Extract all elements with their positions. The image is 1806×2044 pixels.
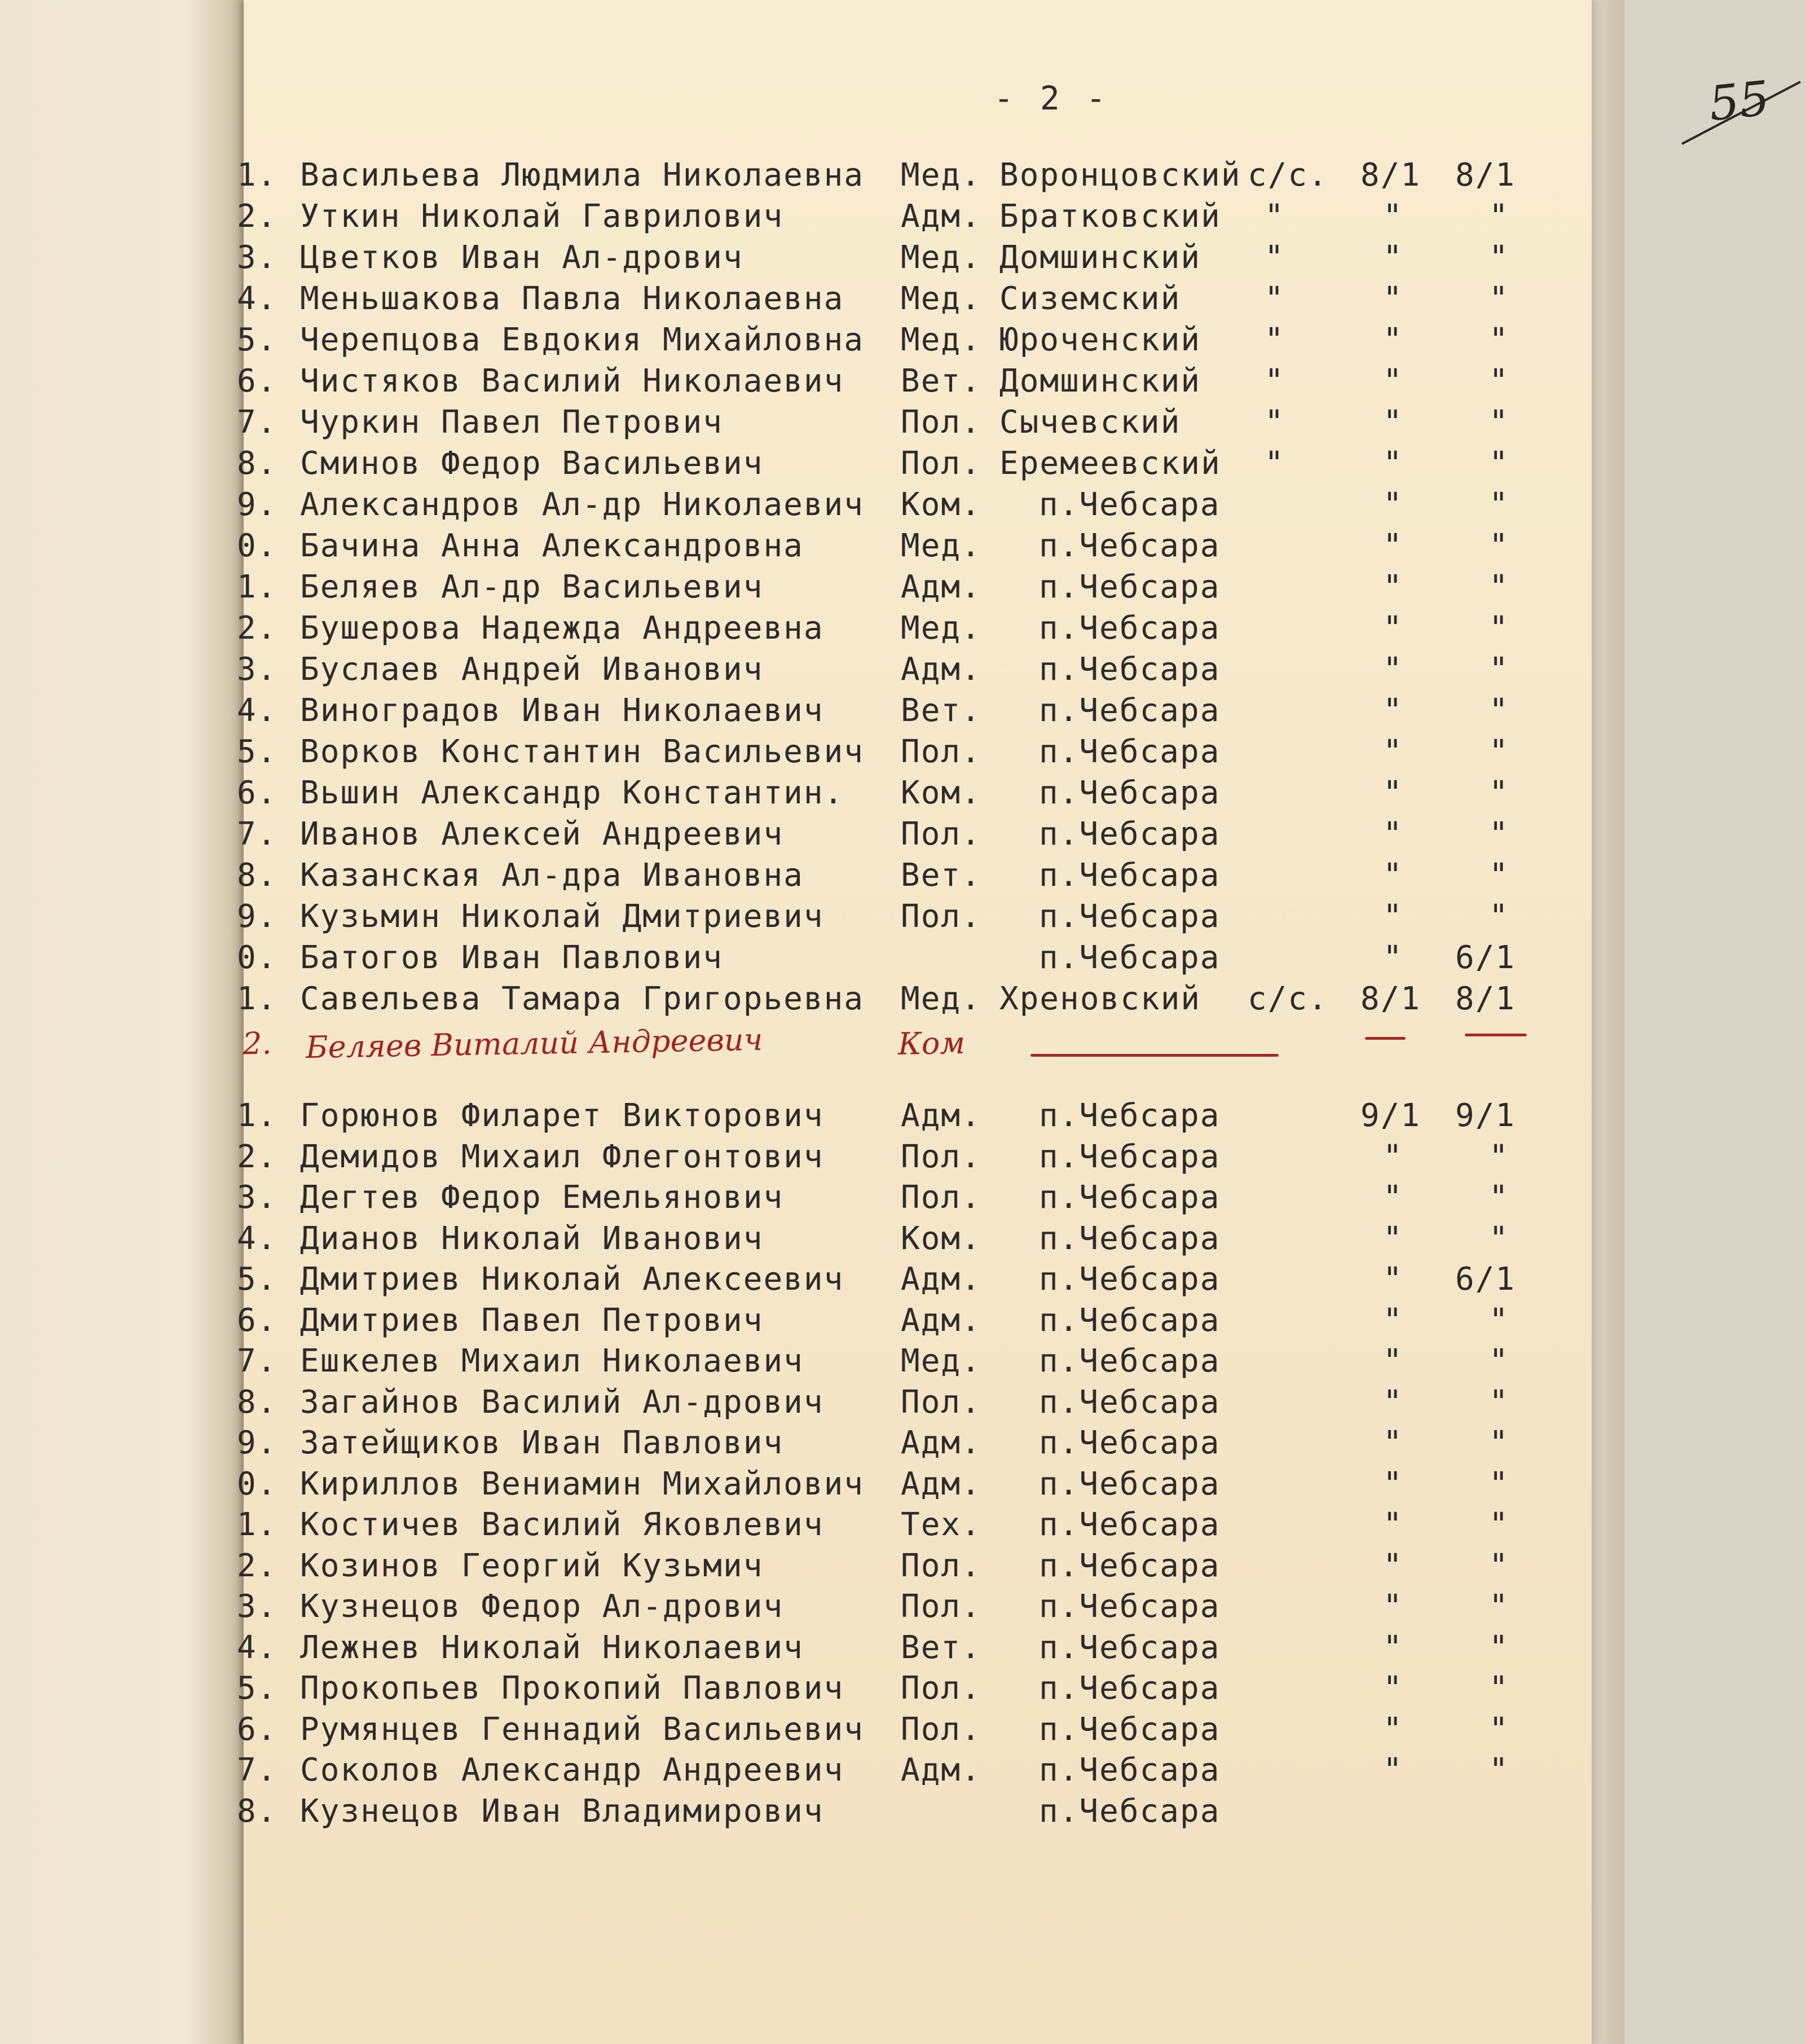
- person-name: Меньшакова Павла Николаевна: [300, 280, 844, 317]
- row-number: 7.: [237, 1752, 277, 1788]
- date-1: ": [1383, 1752, 1403, 1788]
- row-number: 9.: [237, 898, 277, 935]
- row-number: 1.: [237, 157, 277, 194]
- date-1: ": [1383, 486, 1403, 523]
- date-2: ": [1489, 1506, 1509, 1543]
- date-2: ": [1489, 445, 1509, 482]
- row-number: 7.: [237, 1343, 277, 1379]
- place: п.Чебсара: [1039, 651, 1221, 688]
- date-1: ": [1383, 445, 1403, 482]
- date-2: ": [1489, 692, 1509, 729]
- document-page: [237, 0, 1772, 2044]
- department: Адм.: [901, 1097, 981, 1134]
- place: п.Чебсара: [1039, 1179, 1221, 1216]
- person-name: Александров Ал-др Николаевич: [300, 486, 865, 523]
- date-1: ": [1383, 1588, 1403, 1625]
- date-2: ": [1489, 1425, 1509, 1461]
- book-spine: [0, 0, 248, 2044]
- place: Братковский: [999, 198, 1221, 235]
- handwritten-number: 2.: [242, 1025, 272, 1062]
- row-number: 2.: [237, 1547, 277, 1584]
- council-abbr: с/с.: [1248, 157, 1328, 194]
- place: п.Чебсара: [1039, 1425, 1221, 1461]
- date-2: ": [1489, 363, 1509, 399]
- department: Тех.: [901, 1506, 981, 1543]
- place: п.Чебсара: [1039, 1792, 1221, 1830]
- place: п.Чебсара: [1039, 528, 1221, 564]
- place: п.Чебсара: [1039, 1383, 1221, 1421]
- place: п.Чебсара: [1039, 1670, 1221, 1707]
- row-number: 1.: [237, 569, 277, 605]
- council-abbr: с/с.: [1248, 981, 1328, 1017]
- place: п.Чебсара: [1039, 1506, 1221, 1543]
- date-1: 8/1: [1360, 157, 1421, 194]
- department: Пол.: [901, 1138, 981, 1175]
- row-number: 4.: [237, 1629, 277, 1666]
- department: Ком.: [901, 775, 981, 811]
- department: Вет.: [901, 857, 981, 894]
- department: Мед.: [901, 981, 981, 1017]
- person-name: Кузнецов Иван Владимирович: [300, 1792, 824, 1830]
- date-2: ": [1489, 1752, 1509, 1788]
- row-number: 0.: [237, 1465, 277, 1502]
- date-1: ": [1383, 816, 1403, 852]
- council-abbr: ": [1265, 363, 1285, 399]
- person-name: Савельева Тамара Григорьевна: [300, 981, 865, 1017]
- red-dash: [1465, 1034, 1527, 1036]
- person-name: Дмитриев Николай Алексеевич: [300, 1261, 844, 1298]
- date-1: ": [1383, 1465, 1403, 1502]
- date-2: ": [1489, 898, 1509, 935]
- date-2: 8/1: [1455, 157, 1516, 194]
- person-name: Буслаев Андрей Иванович: [300, 651, 764, 688]
- department: Пол.: [901, 1179, 981, 1216]
- date-2: ": [1489, 1179, 1509, 1216]
- date-1: ": [1383, 1220, 1403, 1257]
- row-number: 8.: [237, 445, 277, 482]
- department: Ком.: [901, 486, 981, 523]
- date-1: ": [1383, 610, 1403, 647]
- date-2: ": [1489, 322, 1509, 358]
- date-1: ": [1383, 239, 1403, 276]
- folio-number: 55: [1706, 70, 1772, 132]
- department: Мед.: [901, 610, 981, 647]
- date-1: ": [1383, 569, 1403, 605]
- date-1: ": [1383, 651, 1403, 688]
- date-1: ": [1383, 528, 1403, 564]
- person-name: Цветков Иван Ал-дрович: [300, 239, 743, 276]
- department: Адм.: [901, 198, 981, 235]
- date-1: ": [1383, 1711, 1403, 1748]
- row-number: 8.: [237, 1383, 277, 1421]
- date-1: ": [1383, 1261, 1403, 1298]
- date-2: 6/1: [1455, 1261, 1516, 1298]
- date-2: ": [1489, 733, 1509, 770]
- place: Юроченский: [999, 322, 1201, 358]
- date-2: ": [1489, 198, 1509, 235]
- date-1: ": [1383, 198, 1403, 235]
- department: Мед.: [901, 1343, 981, 1379]
- department: Вет.: [901, 363, 981, 399]
- person-name: Вьшин Александр Константин.: [300, 775, 844, 811]
- date-2: ": [1489, 857, 1509, 894]
- place: п.Чебсара: [1039, 486, 1221, 523]
- council-abbr: ": [1265, 280, 1285, 317]
- person-name: Ворков Константин Васильевич: [300, 733, 865, 770]
- date-2: ": [1489, 1588, 1509, 1625]
- council-abbr: ": [1265, 322, 1285, 358]
- date-2: ": [1489, 1547, 1509, 1584]
- row-number: 3.: [237, 1588, 277, 1625]
- row-number: 9.: [237, 486, 277, 523]
- department: Пол.: [901, 445, 981, 482]
- date-2: ": [1489, 528, 1509, 564]
- date-2: ": [1489, 610, 1509, 647]
- row-number: 5.: [237, 1261, 277, 1298]
- row-number: 4.: [237, 280, 277, 317]
- row-number: 4.: [237, 1220, 277, 1257]
- person-name: Кузнецов Федор Ал-дрович: [300, 1588, 784, 1625]
- person-name: Соколов Александр Андреевич: [300, 1752, 844, 1788]
- department: Вет.: [901, 692, 981, 729]
- person-name: Костичев Василий Яковлевич: [300, 1506, 824, 1543]
- date-1: ": [1383, 939, 1403, 976]
- place: п.Чебсара: [1039, 1629, 1221, 1666]
- date-1: ": [1383, 1383, 1403, 1421]
- row-number: 8.: [237, 1792, 277, 1830]
- person-name: Лежнев Николай Николаевич: [300, 1629, 804, 1666]
- department: Адм.: [901, 569, 981, 605]
- row-number: 2.: [237, 198, 277, 235]
- row-number: 3.: [237, 239, 277, 276]
- department: Пол.: [901, 1588, 981, 1625]
- date-2: 8/1: [1455, 981, 1516, 1017]
- date-2: ": [1489, 1220, 1509, 1257]
- place: п.Чебсара: [1039, 1138, 1221, 1175]
- date-2: 9/1: [1455, 1097, 1516, 1134]
- council-abbr: ": [1265, 404, 1285, 441]
- date-2: ": [1489, 1629, 1509, 1666]
- date-1: ": [1383, 1670, 1403, 1707]
- date-1: ": [1383, 692, 1403, 729]
- row-number: 5.: [237, 322, 277, 358]
- place: п.Чебсара: [1039, 1547, 1221, 1584]
- person-name: Затейщиков Иван Павлович: [300, 1425, 784, 1461]
- date-2: ": [1489, 651, 1509, 688]
- place: п.Чебсара: [1039, 1588, 1221, 1625]
- row-number: 2.: [237, 610, 277, 647]
- date-1: ": [1383, 1506, 1403, 1543]
- row-number: 7.: [237, 816, 277, 852]
- place: п.Чебсара: [1039, 1343, 1221, 1379]
- date-2: ": [1489, 1711, 1509, 1748]
- date-2: ": [1489, 239, 1509, 276]
- row-number: 6.: [237, 1302, 277, 1339]
- person-name: Беляев Ал-др Васильевич: [300, 569, 764, 605]
- person-name: Бушерова Надежда Андреевна: [300, 610, 824, 647]
- council-abbr: ": [1265, 198, 1285, 235]
- place: п.Чебсара: [1039, 1220, 1221, 1257]
- place: п.Чебсара: [1039, 569, 1221, 605]
- place: п.Чебсара: [1039, 775, 1221, 811]
- person-name: Бачина Анна Александровна: [300, 528, 804, 564]
- row-number: 1.: [237, 981, 277, 1017]
- department: Адм.: [901, 651, 981, 688]
- department: Мед.: [901, 157, 981, 194]
- place: п.Чебсара: [1039, 692, 1221, 729]
- date-1: ": [1383, 1343, 1403, 1379]
- date-1: ": [1383, 857, 1403, 894]
- place: п.Чебсара: [1039, 939, 1221, 976]
- date-1: ": [1383, 1425, 1403, 1461]
- row-number: 6.: [237, 775, 277, 811]
- place: Сычевский: [999, 404, 1181, 441]
- department: Адм.: [901, 1261, 981, 1298]
- date-2: ": [1489, 1670, 1509, 1707]
- place: Еремеевский: [999, 445, 1221, 482]
- place: п.Чебсара: [1039, 898, 1221, 935]
- department: Адм.: [901, 1302, 981, 1339]
- date-1: ": [1383, 363, 1403, 399]
- date-2: ": [1489, 486, 1509, 523]
- date-1: ": [1383, 1302, 1403, 1339]
- date-2: ": [1489, 1302, 1509, 1339]
- place: Сиземский: [999, 280, 1181, 317]
- department: Адм.: [901, 1425, 981, 1461]
- row-number: 3.: [237, 651, 277, 688]
- person-name: Ешкелев Михаил Николаевич: [300, 1343, 804, 1379]
- person-name: Прокопьев Прокопий Павлович: [300, 1670, 844, 1707]
- date-1: ": [1383, 1179, 1403, 1216]
- place: Домшинский: [999, 363, 1201, 399]
- department: Адм.: [901, 1752, 981, 1788]
- place: п.Чебсара: [1039, 1711, 1221, 1748]
- row-number: 6.: [237, 1711, 277, 1748]
- date-1: ": [1383, 898, 1403, 935]
- person-name: Чуркин Павел Петрович: [300, 404, 724, 441]
- date-1: ": [1383, 775, 1403, 811]
- person-name: Дегтев Федор Емельянович: [300, 1179, 784, 1216]
- date-1: ": [1383, 733, 1403, 770]
- place: п.Чебсара: [1039, 1465, 1221, 1502]
- department: Ком.: [901, 1220, 981, 1257]
- date-1: 8/1: [1360, 981, 1421, 1017]
- person-name: Румянцев Геннадий Васильевич: [300, 1711, 865, 1748]
- date-1: ": [1383, 322, 1403, 358]
- row-number: 0.: [237, 939, 277, 976]
- person-name: Батогов Иван Павлович: [300, 939, 724, 976]
- department: Мед.: [901, 239, 981, 276]
- date-2: ": [1489, 280, 1509, 317]
- place: Хреновский: [999, 981, 1201, 1017]
- date-1: ": [1383, 1629, 1403, 1666]
- date-1: 9/1: [1360, 1097, 1421, 1134]
- date-2: ": [1489, 775, 1509, 811]
- date-2: ": [1489, 569, 1509, 605]
- department: Мед.: [901, 322, 981, 358]
- date-1: ": [1383, 1547, 1403, 1584]
- row-number: 2.: [237, 1138, 277, 1175]
- date-2: ": [1489, 1465, 1509, 1502]
- place: п.Чебсара: [1039, 857, 1221, 894]
- row-number: 5.: [237, 733, 277, 770]
- department: Вет.: [901, 1629, 981, 1666]
- person-name: Иванов Алексей Андреевич: [300, 816, 784, 852]
- row-number: 3.: [237, 1179, 277, 1216]
- page-number: - 2 -: [994, 79, 1109, 117]
- row-number: 5.: [237, 1670, 277, 1707]
- place: п.Чебсара: [1039, 1261, 1221, 1298]
- date-2: ": [1489, 1383, 1509, 1421]
- person-name: Чистяков Василий Николаевич: [300, 363, 844, 399]
- place: п.Чебсара: [1039, 816, 1221, 852]
- department: Пол.: [901, 733, 981, 770]
- person-name: Виноградов Иван Николаевич: [300, 692, 824, 729]
- place: Домшинский: [999, 239, 1201, 276]
- row-number: 9.: [237, 1425, 277, 1461]
- row-number: 6.: [237, 363, 277, 399]
- person-name: Кириллов Вениамин Михайлович: [300, 1465, 865, 1502]
- person-name: Демидов Михаил Флегонтович: [300, 1138, 824, 1175]
- date-2: ": [1489, 816, 1509, 852]
- person-name: Загайнов Василий Ал-дрович: [300, 1383, 824, 1421]
- department: Пол.: [901, 404, 981, 441]
- department: Пол.: [901, 898, 981, 935]
- row-number: 7.: [237, 404, 277, 441]
- date-2: ": [1489, 1343, 1509, 1379]
- date-2: 6/1: [1455, 939, 1516, 976]
- row-number: 1.: [237, 1506, 277, 1543]
- person-name: Уткин Николай Гаврилович: [300, 198, 784, 235]
- department: Пол.: [901, 1670, 981, 1707]
- person-name: Горюнов Филарет Викторович: [300, 1097, 824, 1134]
- person-name: Дмитриев Павел Петрович: [300, 1302, 764, 1339]
- department: Адм.: [901, 1465, 981, 1502]
- row-number: 0.: [237, 528, 277, 564]
- date-2: ": [1489, 404, 1509, 441]
- date-2: ": [1489, 1138, 1509, 1175]
- department: Мед.: [901, 528, 981, 564]
- date-1: ": [1383, 280, 1403, 317]
- date-1: ": [1383, 1138, 1403, 1175]
- department: Пол.: [901, 1383, 981, 1421]
- row-number: 1.: [237, 1097, 277, 1134]
- department: Пол.: [901, 1711, 981, 1748]
- handwritten-dept: Ком: [897, 1025, 966, 1062]
- person-name: Козинов Георгий Кузьмич: [300, 1547, 764, 1584]
- red-strike-line: [1030, 1054, 1279, 1057]
- person-name: Васильева Людмила Николаевна: [300, 157, 865, 194]
- person-name: Дианов Николай Иванович: [300, 1220, 764, 1257]
- person-name: Казанская Ал-дра Ивановна: [300, 857, 804, 894]
- person-name: Кузьмин Николай Дмитриевич: [300, 898, 824, 935]
- date-1: ": [1383, 404, 1403, 441]
- place: п.Чебсара: [1039, 733, 1221, 770]
- person-name: Сминов Федор Васильевич: [300, 445, 764, 482]
- place: п.Чебсара: [1039, 1097, 1221, 1134]
- department: Мед.: [901, 280, 981, 317]
- place: Воронцовский: [999, 157, 1241, 194]
- place: п.Чебсара: [1039, 610, 1221, 647]
- council-abbr: ": [1265, 445, 1285, 482]
- council-abbr: ": [1265, 239, 1285, 276]
- red-dash: [1365, 1037, 1406, 1040]
- handwritten-name: Беляев Виталий Андреевич: [305, 1021, 763, 1066]
- place: п.Чебсара: [1039, 1752, 1221, 1788]
- person-name: Черепцова Евдокия Михайловна: [300, 322, 865, 358]
- row-number: 4.: [237, 692, 277, 729]
- department: Пол.: [901, 1547, 981, 1584]
- department: Пол.: [901, 816, 981, 852]
- row-number: 8.: [237, 857, 277, 894]
- place: п.Чебсара: [1039, 1302, 1221, 1339]
